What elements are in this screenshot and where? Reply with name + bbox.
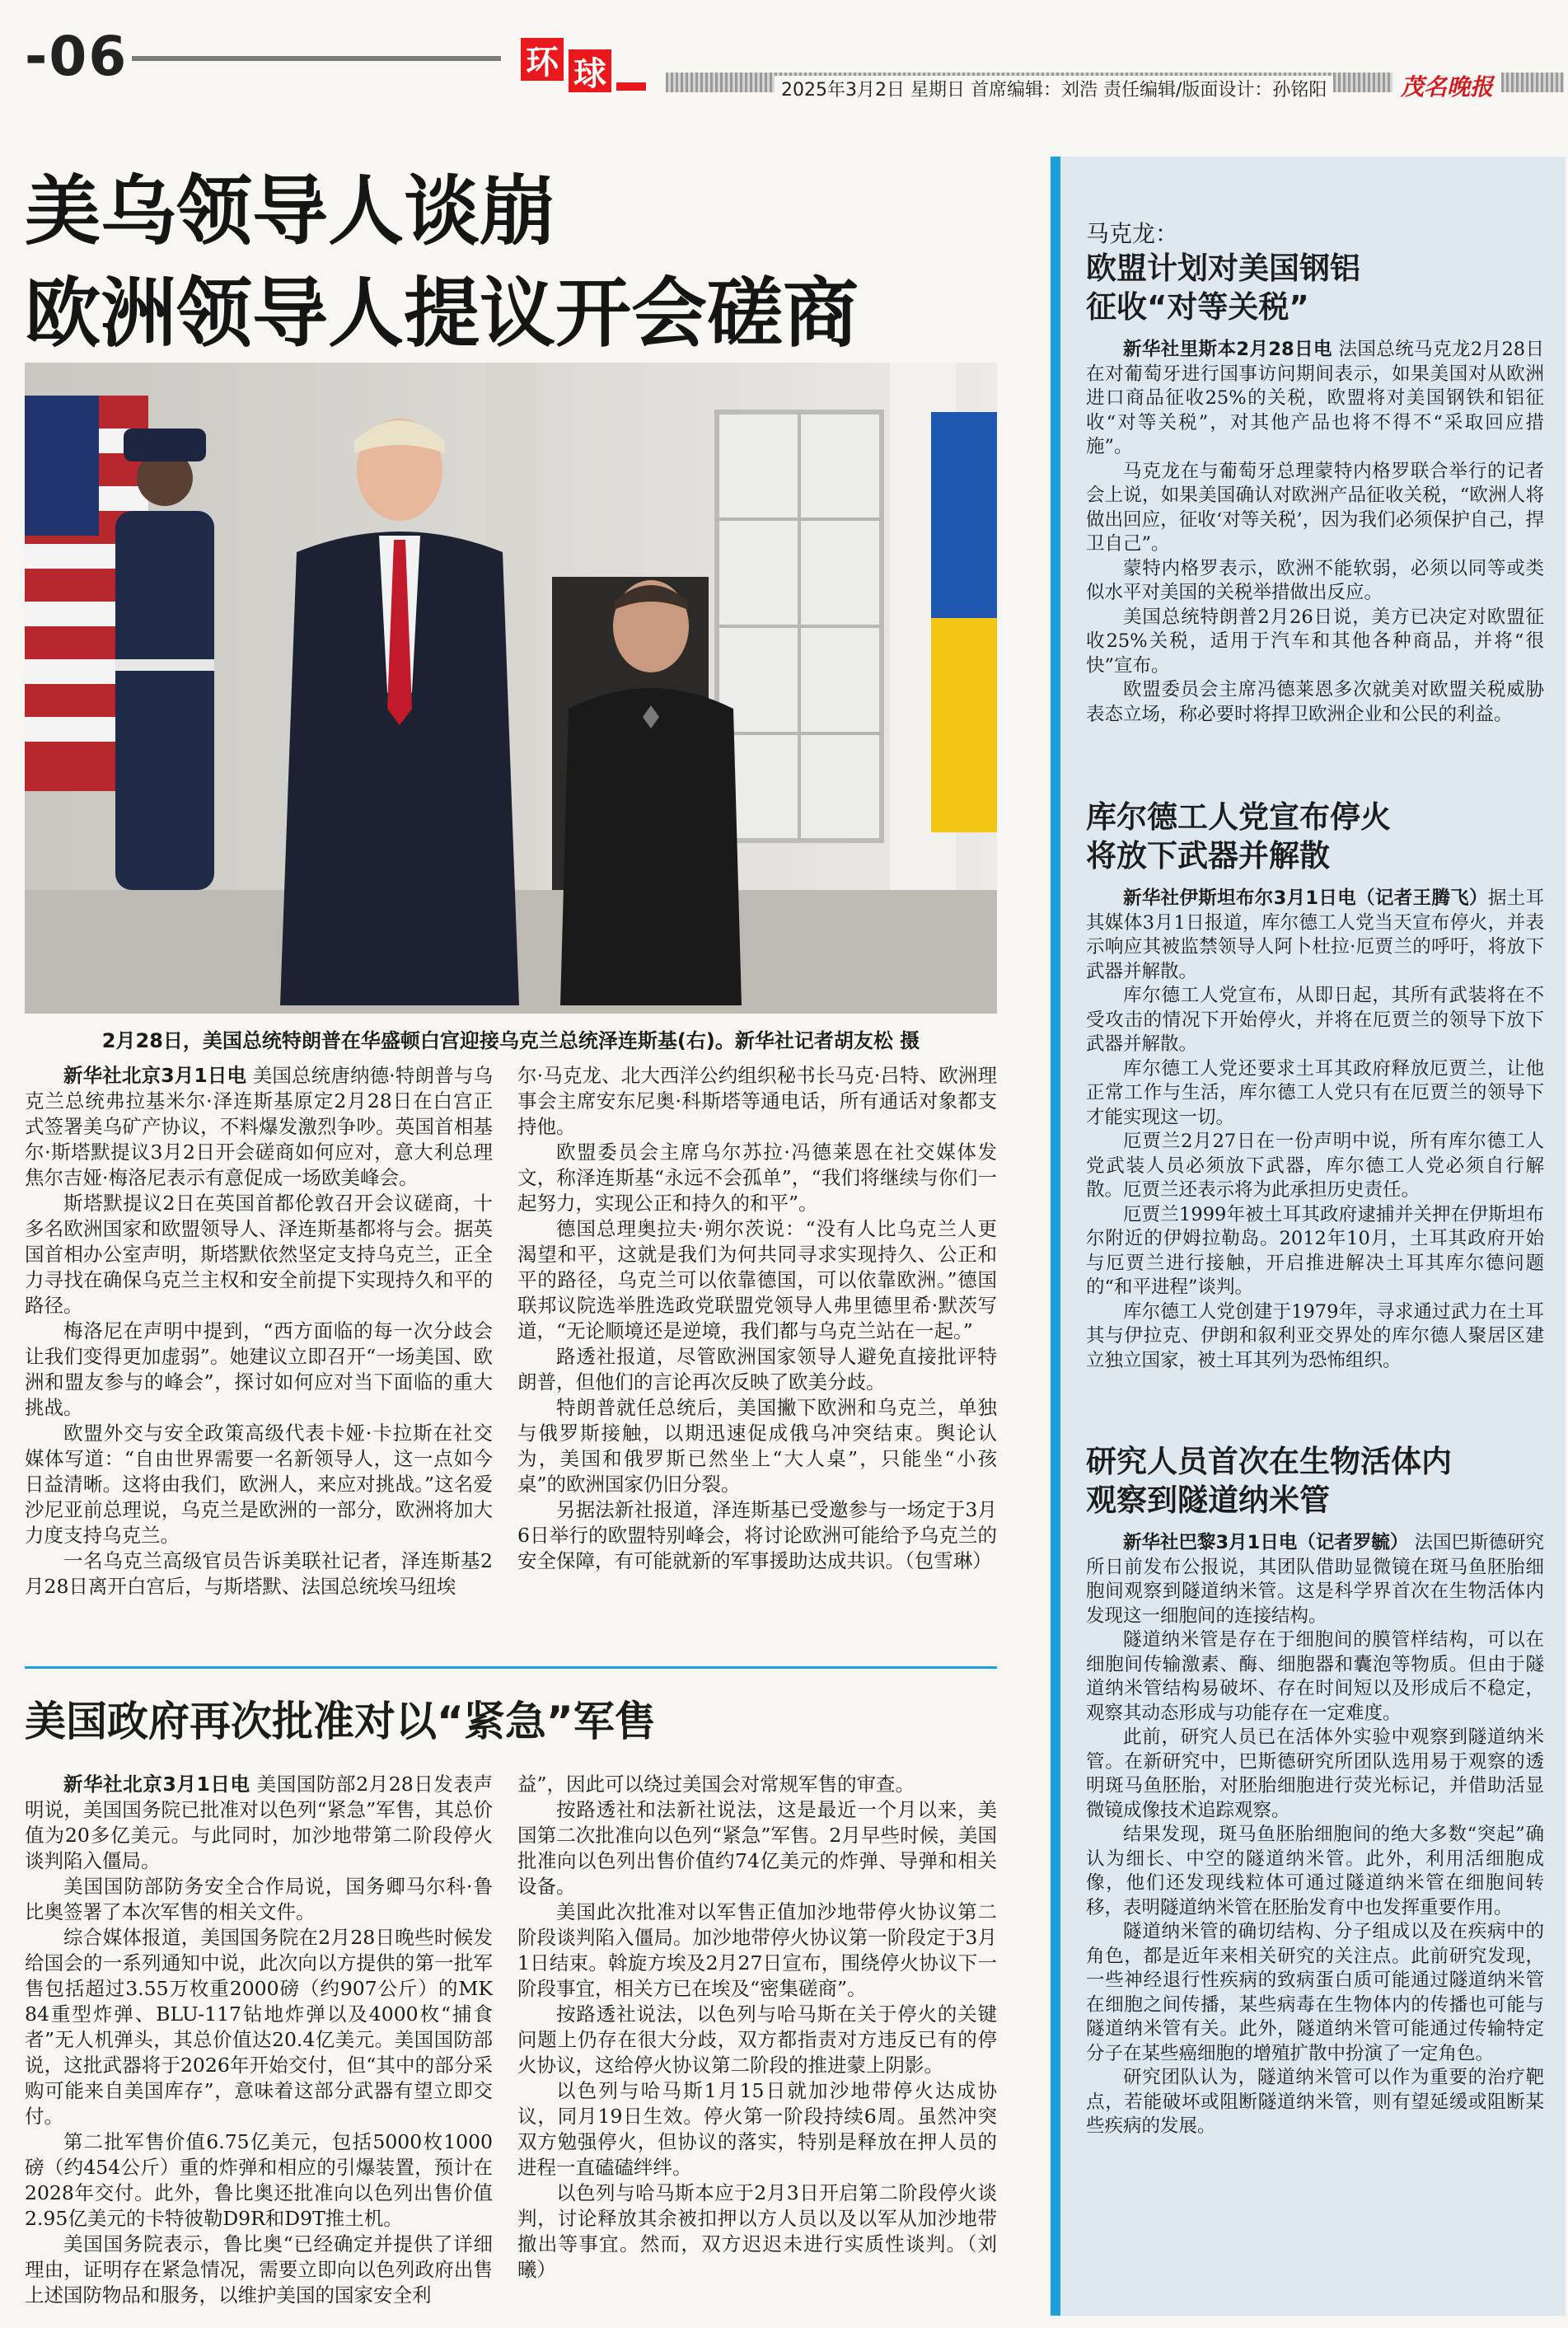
- headline-line-2: 欧洲领导人提议开会磋商: [25, 269, 859, 358]
- paragraph-text: 厄贾兰1999年被土耳其政府逮捕并关押在伊斯坦布尔附近的伊姆拉勒岛。2012年10月，土耳其政府开始与厄贾兰进行接触，开启推进解决土耳其库尔德问题的“和平进程”谈判。: [1086, 1203, 1544, 1298]
- paragraph-text: 欧盟委员会主席冯德莱恩多次就美对欧盟关税威胁表态立场，称必要时将捍卫欧洲企业和公民的利益。: [1086, 679, 1544, 725]
- paragraph-text: 以色列与哈马斯1月15日就加沙地带停火达成协议，同月19日生效。停火第一阶段持续6周。虽然冲突双方勉强停火，但协议的落实，特别是释放在押人员的进程一直磕磕绊绊。: [517, 2079, 997, 2179]
- article-paragraph: [1086, 460, 1544, 557]
- sidebar-article-3-title-2: 观察到隧道纳米管: [1086, 1483, 1330, 1518]
- article-paragraph: [1086, 606, 1544, 679]
- article-paragraph: [1086, 1531, 1544, 1628]
- article-paragraph: [1086, 984, 1544, 1057]
- paragraph-text: 梅洛尼在声明中提到，“西方面临的每一次分歧会让我们变得更加虚弱”。她建议立即召开“一场美国、欧洲和盟友参与的峰会”，探讨如何应对当下面临的重大挑战。: [25, 1319, 493, 1419]
- article-paragraph: [517, 2002, 997, 2078]
- paragraph-text: 欧盟外交与安全政策高级代表卡娅·卡拉斯在社交媒体写道：“自由世界需要一名新领导人，这一点如今日益清晰。这将由我们，欧洲人，来应对挑战。”这名爱沙尼亚前总理说，乌克兰是欧洲的一部分，欧洲将加大力度支持乌克兰。: [25, 1422, 493, 1547]
- dateline: 新华社伊斯坦布尔3月1日电（记者王腾飞）: [1123, 888, 1488, 909]
- article-paragraph: [25, 1874, 493, 1925]
- paragraph-text: 益”，因此可以绕过美国会对常规军售的审查。: [517, 1773, 915, 1796]
- second-story-column-2: [517, 1772, 997, 2283]
- article-paragraph: [517, 1497, 997, 1574]
- paragraph-text: 第二批军售价值6.75亿美元，包括5000枚1000磅（约454公斤）重的炸弹和相应的引爆装置，预计在2028年交付。此外，鲁比奥还批准向以色列出售价值2.95亿美元的卡特彼勒D9R和D9T推土机。: [25, 2130, 493, 2230]
- paragraph-text: 综合媒体报道，美国国务院在2月28日晚些时候发给国会的一系列通知中说，此次向以方提供的第一批军售包括超过3.55万枚重2000磅（约907公斤）的MK 84重型炸弹、BLU-117钻地炸弹以及4000枚“捕食者”无人机弹头，其总价值达20.4亿美元。美国国防部说，这批武器将于2026年开始交付，但“其中的部分采购可能来自美国库存”，意味着这部分武器有望立即交付。: [25, 1926, 493, 2128]
- article-paragraph: [517, 1772, 997, 1797]
- paragraph-text: 一名乌克兰高级官员告诉美联社记者，泽连斯基2月28日离开白宫后，与斯塔默、法国总统埃马纽埃: [25, 1549, 493, 1598]
- newspaper-name: 茂名晚报: [1392, 69, 1501, 102]
- paragraph-text: 厄贾兰2月27日在一份声明中说，所有库尔德工人党武装人员必须放下武器，库尔德工人党必须自行解散。厄贾兰还表示将为此承担历史责任。: [1086, 1131, 1544, 1201]
- paragraph-text: 美国国防部2月28日发表声明说，美国国务院已批准对以色列“紧急”军售，其总价值为20多亿美元。与此同时，加沙地带第二阶段停火谈判陷入僵局。: [25, 1773, 494, 1872]
- paragraph-text: 另据法新社报道，泽连斯基已受邀参与一场定于3月6日举行的欧盟特别峰会，将讨论欧洲可能给予乌克兰的安全保障，有可能就新的军事援助达成共识。（包雪琳）: [517, 1498, 997, 1572]
- main-headline: [25, 161, 1038, 365]
- article-paragraph: [25, 1421, 493, 1548]
- article-paragraph: [1086, 887, 1544, 984]
- article-paragraph: [25, 1925, 493, 2129]
- article-paragraph: [1086, 1130, 1544, 1203]
- dateline: 新华社里斯本2月28日电: [1123, 339, 1332, 360]
- sidebar-article-1: [1086, 216, 1544, 727]
- sidebar-article-1-title-2: 征收“对等关税”: [1086, 289, 1309, 325]
- sidebar-article-2-title-1: 库尔德工人党宣布停火: [1086, 799, 1391, 835]
- header-rule: [132, 56, 501, 61]
- article-paragraph: [25, 2129, 493, 2232]
- story-divider: [25, 1666, 997, 1669]
- paragraph-text: 特朗普就任总统后，美国撇下欧洲和乌克兰，单独与俄罗斯接触，以期迅速促成俄乌冲突结束。舆论认为，美国和俄罗斯已然坐上“大人桌”，只能坐“小孩桌”的欧洲国家仍旧分裂。: [517, 1396, 997, 1496]
- article-paragraph: [517, 1063, 997, 1140]
- article-paragraph: [1086, 1726, 1544, 1823]
- paragraph-text: 结果发现，斑马鱼胚胎细胞间的绝大多数“突起”确认为细长、中空的隧道纳米管。此外，利用活细胞成像，他们还发现线粒体可通过隧道纳米管在细胞间转移，表明隧道纳米管在胚胎发育中也发挥重要作用。: [1086, 1824, 1544, 1918]
- article-paragraph: [25, 1319, 493, 1421]
- paragraph-text: 蒙特内格罗表示，欧洲不能软弱，必须以同等或类似水平对美国的关税举措做出反应。: [1086, 557, 1544, 603]
- main-story-column-1: [25, 1063, 493, 1600]
- article-paragraph: [1086, 1823, 1544, 1920]
- sidebar-article-2: [1086, 798, 1544, 1373]
- paragraph-text: 美国此次批准对以军售正值加沙地带停火协议第二阶段谈判陷入僵局。加沙地带停火协议第一阶段定于3月1日结束。斡旋方埃及2月27日宣布，围绕停火协议下一阶段事宜，相关方已在埃及“密集磋商”。: [517, 1900, 997, 2000]
- article-paragraph: [1086, 1628, 1544, 1726]
- sidebar-accent-stripe: [1051, 157, 1060, 2316]
- paragraph-text: 斯塔默提议2日在英国首都伦敦召开会议磋商，十多名欧洲国家和欧盟领导人、泽连斯基都将与会。据英国首相办公室声明，斯塔默依然坚定支持乌克兰，正全力寻找在确保乌克兰主权和安全前提下实现持久和平的路径。: [25, 1192, 493, 1317]
- article-paragraph: [517, 1140, 997, 1216]
- paragraph-text: 欧盟委员会主席乌尔苏拉·冯德莱恩在社交媒体发文，称泽连斯基“永远不会孤单”，“我们将继续与你们一起努力，实现公正和持久的和平”。: [517, 1141, 997, 1215]
- paragraph-text: 路透社报道，尽管欧洲国家领导人避免直接批评特朗普，但他们的言论再次反映了欧美分歧。: [517, 1345, 997, 1394]
- paragraph-text: 隧道纳米管是存在于细胞间的膜管样结构，可以在细胞间传输激素、酶、细胞器和囊泡等物质。但由于隧道纳米管结构易破坏、存在时间短以及形成后不稳定，观察其动态形成与功能存在一定难度。: [1086, 1629, 1544, 1724]
- paragraph-text: 马克龙在与葡萄牙总理蒙特内格罗联合举行的记者会上说，如果美国确认对欧洲产品征收关税，“欧洲人将做出回应，征收‘对等关税’，因为我们必须保护自己，捍卫自己”。: [1086, 460, 1544, 555]
- article-paragraph: [25, 1063, 493, 1191]
- article-paragraph: [25, 1191, 493, 1319]
- paragraph-text: 库尔德工人党宣布，从即日起，其所有武装将在不受攻击的情况下开始停火，并将在厄贾兰的领导下放下武器并解散。: [1086, 985, 1544, 1055]
- sidebar-article-1-kicker: 马克龙：: [1086, 220, 1179, 247]
- article-paragraph: [1086, 1203, 1544, 1300]
- sidebar-article-3-title-1: 研究人员首次在生物活体内: [1086, 1444, 1452, 1479]
- article-paragraph: [517, 1216, 997, 1344]
- paragraph-text: 美国国务院表示，鲁比奥“已经确定并提供了详细理由，证明存在紧急情况，需要立即向以色列政府出售上述国防物品和服务，以维护美国的国家安全利: [25, 2232, 493, 2307]
- sidebar-article-3: [1086, 1442, 1544, 2139]
- article-paragraph: [1086, 1300, 1544, 1374]
- article-paragraph: [1086, 2066, 1544, 2139]
- logo-accent-bar: [616, 82, 646, 91]
- dateline: 新华社巴黎3月1日电（记者罗毓）: [1123, 1532, 1409, 1553]
- photo-caption: 2月28日，美国总统特朗普在华盛顿白宫迎接乌克兰总统泽连斯基(右)。新华社记者胡友松 摄: [101, 1029, 920, 1052]
- article-paragraph: [517, 1395, 997, 1497]
- headline-line-1: 美乌领导人谈崩: [25, 167, 556, 255]
- page-number: -06: [25, 25, 129, 88]
- article-paragraph: [1086, 338, 1544, 460]
- dateline: 新华社北京3月1日电: [63, 1064, 247, 1087]
- sidebar-article-2-title-2: 将放下武器并解散: [1086, 838, 1330, 874]
- section-logo-qiu: 球: [569, 49, 611, 92]
- second-story-column-1: [25, 1772, 493, 2308]
- sidebar-article-1-title-1: 欧盟计划对美国钢铝: [1086, 251, 1360, 286]
- paragraph-text: 按路透社和法新社说法，这是最近一个月以来，美国第二次批准向以色列“紧急”军售。2月早些时候，美国批准向以色列出售价值约74亿美元的炸弹、导弹和相关设备。: [517, 1798, 997, 1898]
- article-paragraph: [517, 1899, 997, 2002]
- article-paragraph: [517, 2078, 997, 2180]
- paragraph-text: 按路透社说法，以色列与哈马斯在关于停火的关键问题上仍存在很大分歧，双方都指责对方违反已有的停火协议，这给停火协议第二阶段的推进蒙上阴影。: [517, 2002, 997, 2077]
- paragraph-text: 美国总统唐纳德·特朗普与乌克兰总统弗拉基米尔·泽连斯基原定2月28日在白宫正式签署美乌矿产协议，不料爆发激烈争吵。英国首相基尔·斯塔默提议3月2日开会磋商如何应对，意大利总理焦尔吉娅·梅洛尼表示有意促成一场欧美峰会。: [25, 1064, 493, 1189]
- article-paragraph: [517, 2180, 997, 2283]
- paragraph-text: 隧道纳米管的确切结构、分子组成以及在疾病中的角色，都是近年来相关研究的关注点。此前研究发现，一些神经退行性疾病的致病蛋白质可能通过隧道纳米管在细胞之间传播，某些病毒在生物体内的传播也可能与隧道纳米管有关。此外，隧道纳米管可能通过传输特定分子在某些癌细胞的增殖扩散中扮演了一定角色。: [1086, 1921, 1544, 2064]
- paragraph-text: 库尔德工人党创建于1979年，寻求通过武力在土耳其与伊拉克、伊朗和叙利亚交界处的库尔德人聚居区建立独立国家，被土耳其列为恐怖组织。: [1086, 1300, 1544, 1371]
- paragraph-text: 德国总理奥拉夫·朔尔茨说：“没有人比乌克兰人更渴望和平，这就是我们为何共同寻求实现持久、公正和平的路径，乌克兰可以依靠德国，可以依靠欧洲。”德国联邦议院选举胜选政党联盟党领导人弗里德里希·默茨写道，“无论顺境还是逆境，我们都与乌克兰站在一起。”: [517, 1217, 997, 1342]
- article-paragraph: [25, 1548, 493, 1600]
- paragraph-text: 研究团队认为，隧道纳米管可以作为重要的治疗靶点，若能破坏或阻断隧道纳米管，则有望延缓或阻断某些疾病的发展。: [1086, 2067, 1544, 2137]
- second-headline: 美国政府再次批准对以“紧急”军售: [25, 1698, 656, 1745]
- article-paragraph: [517, 1797, 997, 1899]
- article-paragraph: [25, 1772, 493, 1874]
- white-house-photo-illustration: [25, 363, 997, 1014]
- dateline: 新华社北京3月1日电: [63, 1773, 250, 1796]
- article-paragraph: [25, 2232, 493, 2308]
- article-paragraph: [1086, 1920, 1544, 2066]
- section-logo-huan: 环: [521, 38, 564, 81]
- paragraph-text: 库尔德工人党还要求土耳其政府释放厄贾兰，让他正常工作与生活，库尔德工人党只有在厄贾兰的领导下才能实现这一切。: [1086, 1057, 1544, 1128]
- issue-info: 2025年3月2日 星期日 首席编辑：刘浩 责任编辑/版面设计：孙铭阳: [775, 76, 1333, 101]
- main-story-column-2: [517, 1063, 997, 1574]
- paragraph-text: 尔·马克龙、北大西洋公约组织秘书长马克·吕特、欧洲理事会主席安东尼奥·科斯塔等通电话，所有通话对象都支持他。: [517, 1064, 997, 1138]
- article-paragraph: [1086, 557, 1544, 606]
- article-paragraph: [517, 1344, 997, 1395]
- article-paragraph: [1086, 678, 1544, 727]
- paragraph-text: 此前，研究人员已在活体外实验中观察到隧道纳米管。在新研究中，巴斯德研究所团队选用易于观察的透明斑马鱼胚胎，对胚胎细胞进行荧光标记，并借助活显微镜成像技术追踪观察。: [1086, 1726, 1544, 1821]
- paragraph-text: 美国国防部防务安全合作局说，国务卿马尔科·鲁比奥签署了本次军售的相关文件。: [25, 1875, 493, 1923]
- paragraph-text: 法国巴斯德研究所日前发布公报说，其团队借助显微镜在斑马鱼胚胎细胞间观察到隧道纳米管。这是科学界首次在生物活体内发现这一细胞间的连接结构。: [1086, 1532, 1545, 1627]
- paragraph-text: 美国总统特朗普2月26日说，美方已决定对欧盟征收25%关税，适用于汽车和其他各种商品，并将“很快”宣布。: [1086, 606, 1544, 677]
- paragraph-text: 以色列与哈马斯本应于2月3日开启第二阶段停火谈判，讨论释放其余被扣押以方人员以及以军从加沙地带撤出等事宜。然而，双方迟迟未进行实质性谈判。（刘曦）: [517, 2181, 997, 2281]
- article-paragraph: [1086, 1057, 1544, 1131]
- paragraph-text: 法国总统马克龙2月28日在对葡萄牙进行国事访问期间表示，如果美国对从欧洲进口商品征收25%的关税，欧盟将对美国钢铁和铝征收“对等关税”，对其他产品也将不得不“采取回应措施”。: [1086, 339, 1544, 457]
- news-photo: [25, 363, 997, 1014]
- paragraph-text: 据土耳其媒体3月1日报道，库尔德工人党当天宣布停火，并表示响应其被监禁领导人阿卜杜拉·厄贾兰的呼吁，将放下武器并解散。: [1086, 888, 1544, 982]
